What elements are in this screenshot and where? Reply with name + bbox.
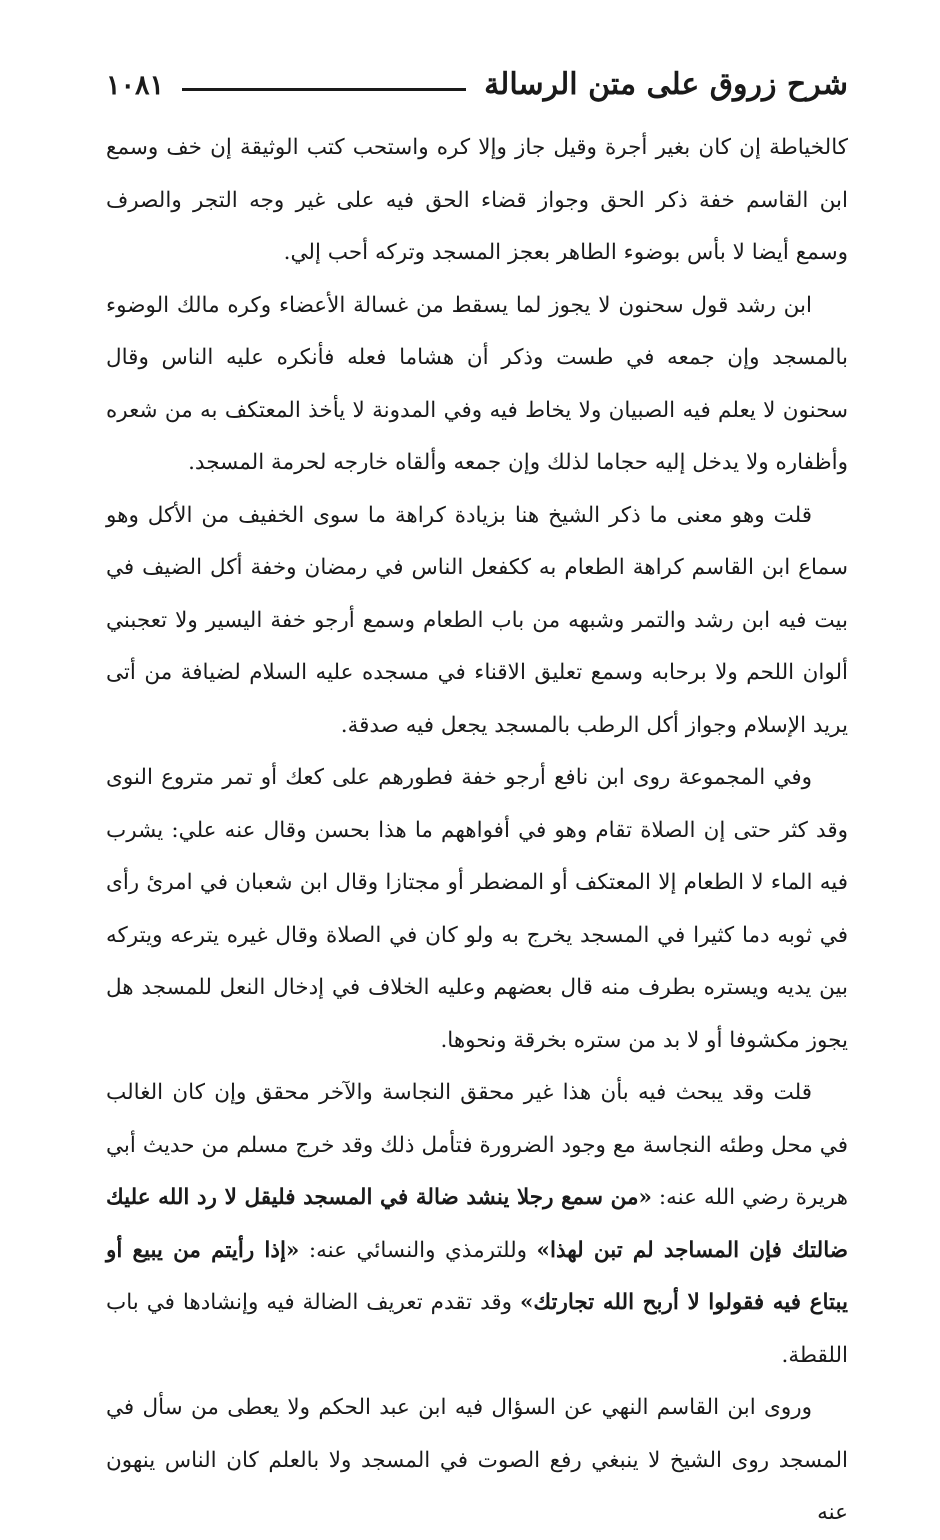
- paragraph-5-middle: وللترمذي والنسائي عنه:: [299, 1237, 537, 1263]
- hadith-quote-tirmidhi: «إذا رأيتم من يبيع أو يبتاع فيه فقولوا لا أربح الله تجارتك»: [106, 1237, 848, 1315]
- book-title: شرح زروق على متن الرسالة: [484, 67, 848, 102]
- paragraph-2: ابن رشد قول سحنون لا يجوز لما يسقط من غسالة الأعضاء وكره مالك الوضوء بالمسجد وإن جمعه في طست وذكر أن هشاما فعله فأنكره عليه الناس وقال سحنون لا يعلم فيه الصبيان ولا يخاط فيه وفي المدونة لا يأخذ المعتكف به من شعره وأظفاره ولا يدخل إليه حجاما لذلك وإن جمعه وألقاه خارجه لحرمة المسجد.: [106, 292, 848, 475]
- page-body: [106, 122, 848, 1540]
- running-header: [106, 62, 848, 108]
- page-number: ١٠٨١: [106, 69, 165, 101]
- header-rule: [182, 88, 466, 91]
- paragraph-3: قلت وهو معنى ما ذكر الشيخ هنا بزيادة كراهة ما سوى الخفيف من الأكل وهو سماع ابن القاسم كراهة الطعام به ككفعل الناس في رمضان وخفة أكل الضيف في بيت فيه ابن رشد والتمر وشبهه من باب الطعام وسمع أرجو خفة اليسير ولا تعجبني ألوان اللحم ولا برحابه وسمع تعليق الاقناء في مسجده عليه السلام لضيافة من أتى يريد الإسلام وجواز أكل الرطب بالمسجد يجعل فيه صدقة.: [106, 502, 848, 738]
- hadith-quote-muslim: «من سمع رجلا ينشد ضالة في المسجد فليقل لا رد الله عليك ضالتك فإن المساجد لم تبن لهذا»: [106, 1185, 848, 1263]
- paragraph-4: وفي المجموعة روى ابن نافع أرجو خفة فطورهم على كعك أو تمر متروع النوى وقد كثر حتى إن الصلاة تقام وهو في أفواههم ما هذا بحسن وقال عنه علي: يشرب فيه الماء لا الطعام إلا المعتكف أو المضطر أو مجتازا وقال ابن شعبان في امرئ رأى في ثوبه دما كثيرا في المسجد يخرج به ولو كان في الصلاة وقال غيره يترعه ويتركه بين يديه ويستره بطرف منه قال بعضهم وعليه الخلاف في إدخال النعل للمسجد هل يجوز مكشوفا أو لا بد من ستره بخرقة ونحوها.: [106, 765, 848, 1053]
- paragraph-1: كالخياطة إن كان بغير أجرة وقيل جاز وإلا كره واستحب كتب الوثيقة إن خف وسمع ابن القاسم خفة ذكر الحق وجواز قضاء الحق فيه على غير وجه التجر والصرف وسمع أيضا لا بأس بوضوء الطاهر بعجز المسجد وتركه أحب إلي.: [106, 135, 848, 265]
- paragraph-5-intro: قلت وقد يبحث فيه بأن هذا غير محقق النجاسة والآخر محقق وإن كان الغالب في محل وطئه النجاسة مع وجود الضرورة فتأمل ذلك وقد خرج مسلم من حديث أبي هريرة رضي الله عنه:: [106, 1080, 848, 1210]
- paragraph-6: وروى ابن القاسم النهي عن السؤال فيه ابن عبد الحكم ولا يعطى من سأل في المسجد روى الشيخ لا ينبغي رفع الصوت في المسجد ولا بالعلم كان الناس ينهون عنه: [106, 1395, 848, 1525]
- paragraph-5-outro: وقد تقدم تعريف الضالة فيه وإنشادها في باب اللقطة.: [106, 1290, 848, 1368]
- paragraph-5: [106, 1067, 848, 1382]
